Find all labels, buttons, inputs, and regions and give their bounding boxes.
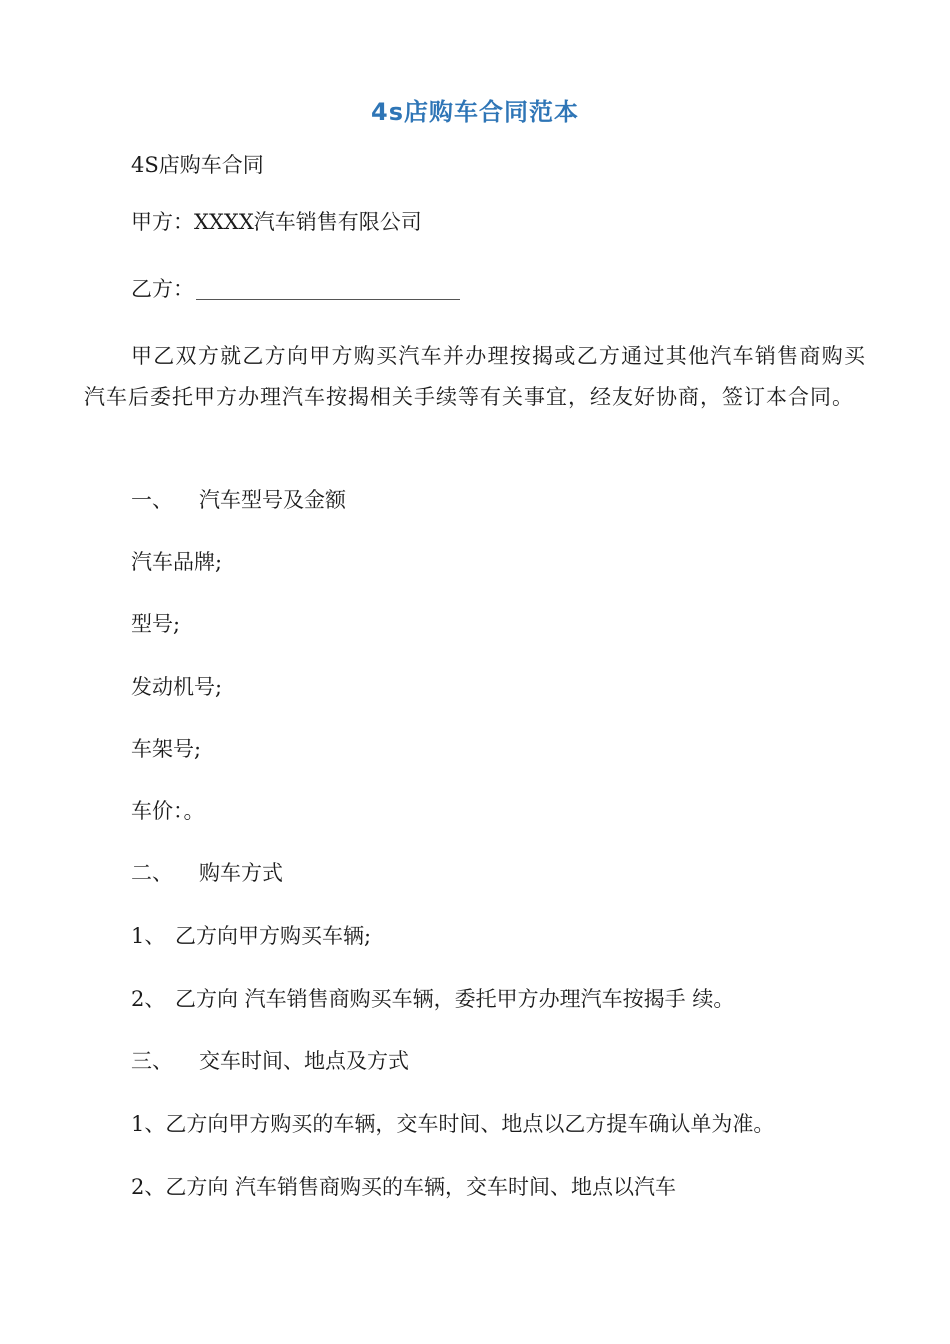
section1-title: 汽车型号及金额 [199,488,346,512]
section3-number: 三、 [131,1049,173,1073]
section2-item1-text: 乙方向甲方购买车辆; [175,924,372,948]
section3-heading [131,1046,409,1076]
section2-item1-number: 1、 [131,924,166,948]
party-a-label: 甲方： [131,210,194,234]
party-a-line [131,207,422,237]
section2-title: 购车方式 [199,861,283,885]
section2-item2-number: 2、 [131,987,166,1011]
party-b-line [131,274,460,304]
section2-item2-text: 乙方向 汽车销售商购买车辆，委托甲方办理汽车按揭手 续。 [175,987,735,1011]
section3-title: 交车时间、地点及方式 [199,1049,409,1073]
section2-number: 二、 [131,861,173,885]
chassis-number-line: 车架号; [131,737,202,761]
car-brand-line: 汽车品牌; [131,550,223,574]
party-b-blank [196,279,460,300]
engine-number-line: 发动机号; [131,675,223,699]
party-a-value: XXXX汽车销售有限公司 [194,210,422,234]
section1-number: 一、 [131,488,173,512]
price-line: 车价：。 [131,799,205,823]
contract-subtitle: 4S店购车合同 [131,153,264,177]
section3-item2: 2、乙方向 汽车销售商购买的车辆，交车时间、地点以汽车 [131,1175,677,1199]
intro-paragraph: 甲乙双方就乙方向甲方购买汽车并办理按揭或乙方通过其他汽车销售商购买汽车后委托甲方办理汽车按揭相关手续等有关事宜，经友好协商，签订本合同。 [84,344,866,409]
section2-item1 [131,921,371,951]
section1-heading [131,485,346,515]
section3-item1: 1、乙方向甲方购买的车辆，交车时间、地点以乙方提车确认单为准。 [131,1112,775,1136]
model-line: 型号; [131,612,181,636]
party-b-label: 乙方： [131,277,194,301]
document-title: 4s店购车合同范本 [371,98,579,126]
section2-item2 [131,984,734,1014]
section2-heading [131,858,283,888]
